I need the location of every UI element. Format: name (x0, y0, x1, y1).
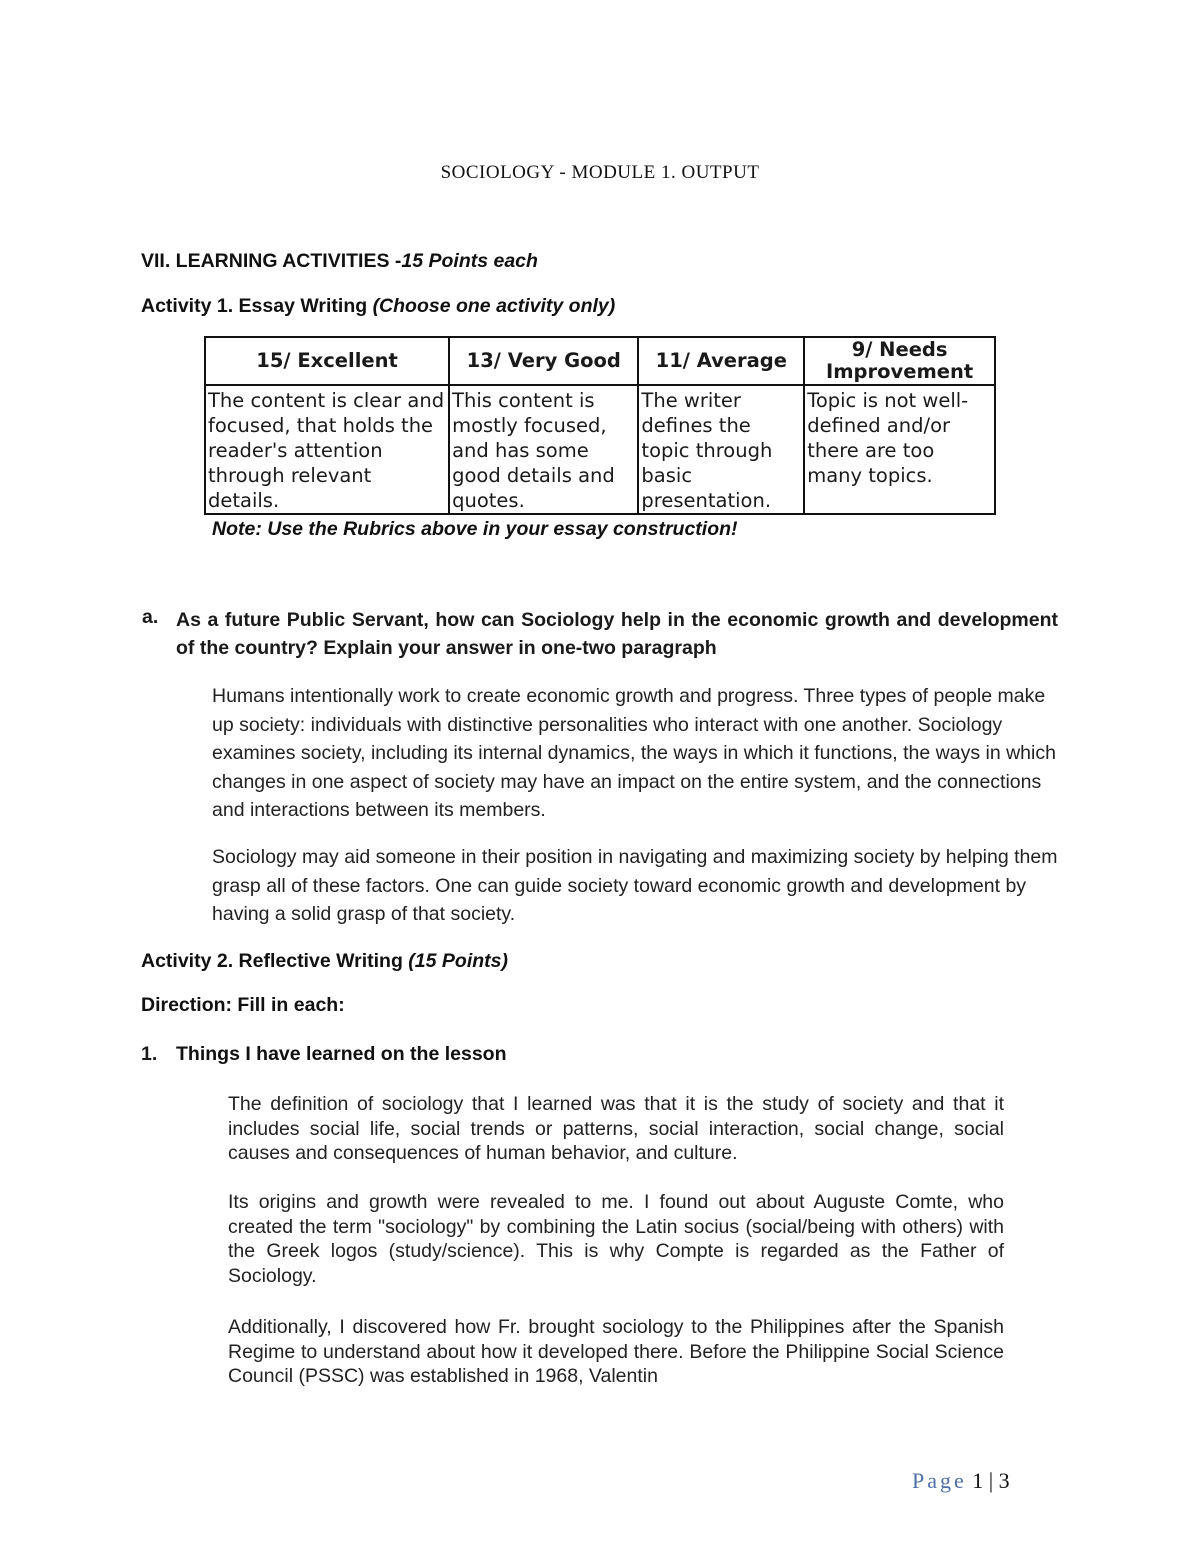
document-title: SOCIOLOGY - MODULE 1. OUTPUT (440, 162, 760, 183)
rubric-header-row (205, 337, 995, 385)
section-heading-text: VII. LEARNING ACTIVITIES - (141, 250, 402, 272)
rubric-header-very-good: 13/ Very Good (449, 337, 638, 385)
learned-paragraph-1: The definition of sociology that I learned was that it is the study of society and that it includes social life, social trends or patterns, social interaction, social change, social causes and consequences of human behavior, and culture. (228, 1093, 1004, 1164)
rubric-header-excellent: 15/ Excellent (205, 337, 449, 385)
section-heading (141, 250, 538, 273)
page-current: 1 (972, 1468, 984, 1493)
item1-marker: 1. (141, 1043, 158, 1065)
rubric-header-needs-improvement: 9/ Needs Improvement (804, 337, 995, 385)
page-footer (912, 1468, 1010, 1494)
page-label: Page (912, 1468, 967, 1493)
activity1-heading-note: (Choose one activity only) (372, 295, 616, 317)
page-separator: | (988, 1468, 994, 1493)
answer-paragraph-1: Humans intentionally work to create economic growth and progress. Three types of people make up society: individuals with distinctive personalities who interact with one another. Sociology examines society, including its internal dynamics, the ways in which it functions, the ways in which changes in one aspect of society may have an impact on the entire system, and the connections and interactions between its members. (212, 685, 1056, 821)
item1-label: Things I have learned on the lesson (176, 1043, 507, 1065)
rubric-cell-average: The writer defines the topic through basic presentation. (638, 385, 804, 514)
activity1-heading (141, 295, 615, 318)
rubric-header-average: 11/ Average (638, 337, 804, 385)
page-total: 3 (998, 1468, 1010, 1493)
activity2-heading (141, 950, 508, 973)
learned-paragraph-2: Its origins and growth were revealed to me. I found out about Auguste Comte, who created the term "sociology" by combining the Latin socius (social/being with others) with the Greek logos (study/science). This is why Compte is regarded as the Father of Sociology. (228, 1191, 1004, 1287)
question-marker: a. (142, 606, 159, 628)
activity2-heading-text: Activity 2. Reflective Writing (141, 950, 409, 972)
direction-text: Direction: Fill in each: (141, 994, 345, 1016)
learned-paragraph-3: Additionally, I discovered how Fr. brought sociology to the Philippines after the Spanish Regime to understand about how it developed there. Before the Philippine Social Science Council (PSSC) was established in 1968, Valentin (228, 1316, 1004, 1387)
activity2-heading-points: (15 Points) (408, 950, 508, 972)
rubric-cell-needs-improvement: Topic is not well-defined and/or there are too many topics. (804, 385, 995, 514)
question-text: As a future Public Servant, how can Sociology help in the economic growth and development of the country? Explain your answer in one-two paragraph (176, 609, 1058, 659)
rubric-cell-very-good: This content is mostly focused, and has some good details and quotes. (449, 385, 638, 514)
rubric-criteria-row (205, 385, 995, 514)
rubric-cell-excellent: The content is clear and focused, that holds the reader's attention through relevant details. (205, 385, 449, 514)
section-heading-points: 15 Points each (401, 250, 538, 272)
rubric-table (204, 336, 996, 515)
answer-paragraph-2: Sociology may aid someone in their position in navigating and maximizing society by helping them grasp all of these factors. One can guide society toward economic growth and development by having a solid grasp of that society. (212, 846, 1058, 925)
activity1-heading-text: Activity 1. Essay Writing (141, 295, 373, 317)
rubric-note: Note: Use the Rubrics above in your essay construction! (212, 518, 738, 540)
